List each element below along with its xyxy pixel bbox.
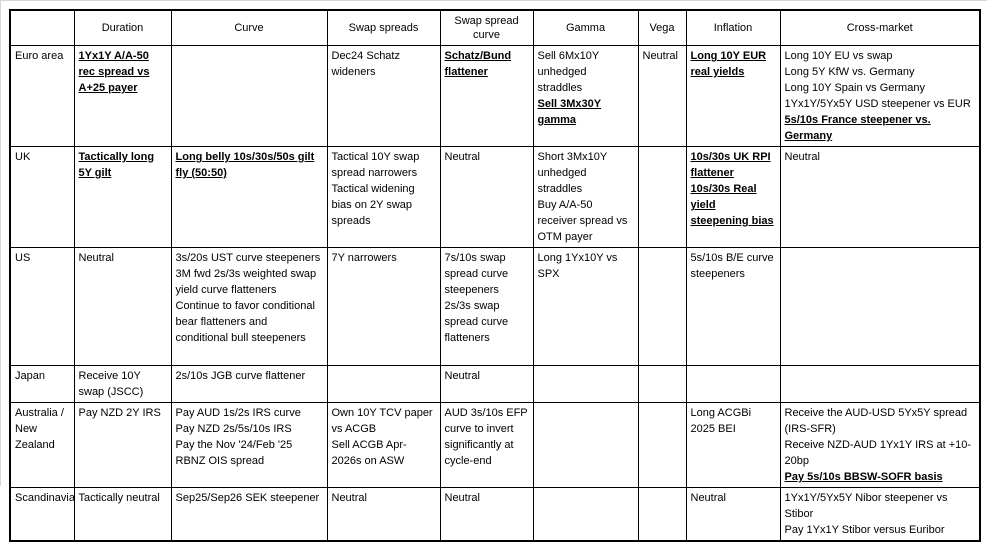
header-inflation: Inflation (686, 10, 780, 46)
cell-region: Euro area (10, 46, 74, 147)
cell-curve (171, 46, 327, 147)
cell-swap-spread-curve (440, 248, 533, 366)
cell-duration (74, 366, 171, 403)
header-curve: Curve (171, 10, 327, 46)
cell-curve (171, 488, 327, 542)
cell-line: Neutral (444, 151, 480, 163)
cell-line: 2s/10s JGB curve flattener (175, 370, 306, 382)
cell-vega (638, 147, 686, 248)
header-vega: Vega (638, 10, 686, 46)
cell-gamma (533, 147, 638, 248)
cell-line: Pay AUD 1s/2s IRS curve (175, 407, 301, 419)
cell-gamma (533, 366, 638, 403)
cell-line: 1Yx1Y A/A-50 rec spread vs A+25 payer (78, 50, 150, 94)
cell-line: Long 5Y KfW vs. Germany (784, 66, 915, 78)
cell-line: Pay 1Yx1Y Stibor versus Euribor (784, 524, 945, 536)
cell-line: Neutral (78, 252, 114, 264)
cell-line: 7Y narrowers (331, 252, 397, 264)
cell-line: Tactically long 5Y gilt (78, 151, 155, 179)
table-row (10, 488, 980, 542)
cell-curve (171, 248, 327, 366)
cell-line: Sell 3Mx30Y gamma (537, 98, 602, 126)
cell-duration (74, 46, 171, 147)
table-row (10, 366, 980, 403)
cell-curve (171, 403, 327, 488)
cell-vega (638, 248, 686, 366)
cell-line: 3s/20s UST curve steepeners (175, 252, 321, 264)
cell-line: Tactical 10Y swap spread narrowers (331, 151, 420, 179)
cell-line: 1Yx1Y/5Yx5Y Nibor steepener vs Stibor (784, 492, 948, 520)
cell-swap-spread-curve (440, 46, 533, 147)
cell-line: Dec24 Schatz wideners (331, 50, 400, 78)
cell-line: Pay the Nov '24/Feb '25 RBNZ OIS spread (175, 439, 293, 467)
header-cross-market: Cross-market (780, 10, 980, 46)
cell-swap-spread-curve (440, 403, 533, 488)
cell-swap-spreads (327, 366, 440, 403)
cell-line: 10s/30s UK RPI flattener (690, 151, 771, 179)
cell-swap-spreads (327, 147, 440, 248)
cell-line: 7s/10s swap spread curve steepeners (444, 252, 509, 296)
cell-line: Schatz/Bund flattener (444, 50, 512, 78)
cell-line: Sep25/Sep26 SEK steepener (175, 492, 320, 504)
cell-line: Long 10Y EU vs swap (784, 50, 893, 62)
cell-inflation (686, 46, 780, 147)
cell-line: Neutral (690, 492, 726, 504)
cell-line: 5s/10s B/E curve steepeners (690, 252, 774, 280)
cell-region: US (10, 248, 74, 366)
cell-cross-market (780, 46, 980, 147)
cell-line: 10s/30s Real yield steepening bias (690, 183, 774, 227)
cell-line: Tactical widening bias on 2Y swap spreads (331, 183, 415, 227)
header-row (10, 10, 980, 46)
header-swap-spreads: Swap spreads (327, 10, 440, 46)
cell-swap-spread-curve (440, 147, 533, 248)
header-region (10, 10, 74, 46)
cell-line: Sell ACGB Apr-2026s on ASW (331, 439, 407, 467)
cell-line: Continue to favor conditional bear flatteners and conditional bull steepeners (175, 300, 315, 344)
cell-line: Neutral (444, 370, 480, 382)
cell-duration (74, 248, 171, 366)
cell-line: 5s/10s France steepener vs. Germany (784, 114, 931, 142)
cell-line: Neutral (642, 50, 678, 62)
table-row (10, 403, 980, 488)
cell-cross-market (780, 488, 980, 542)
cell-duration (74, 403, 171, 488)
cell-inflation (686, 366, 780, 403)
cell-cross-market (780, 403, 980, 488)
cell-gamma (533, 403, 638, 488)
header-duration: Duration (74, 10, 171, 46)
cell-swap-spreads (327, 488, 440, 542)
cell-curve (171, 366, 327, 403)
table-row (10, 147, 980, 248)
cell-line: 3M fwd 2s/3s weighted swap yield curve flatteners (175, 268, 317, 296)
cell-swap-spread-curve (440, 488, 533, 542)
cell-region: Australia / New Zealand (10, 403, 74, 488)
cell-line: Short 3Mx10Y unhedged straddles (537, 151, 608, 195)
cell-vega (638, 366, 686, 403)
cell-gamma (533, 46, 638, 147)
header-gamma: Gamma (533, 10, 638, 46)
strategy-table (9, 9, 981, 542)
cell-swap-spreads (327, 248, 440, 366)
cell-vega (638, 46, 686, 147)
cell-line: Long 1Yx10Y vs SPX (537, 252, 618, 280)
cell-inflation (686, 403, 780, 488)
cell-line: Long belly 10s/30s/50s gilt fly (50:50) (175, 151, 315, 179)
cell-swap-spreads (327, 403, 440, 488)
table-row (10, 46, 980, 147)
cell-cross-market (780, 366, 980, 403)
cell-line: Sell 6Mx10Y unhedged straddles (537, 50, 600, 94)
cell-line: Tactically neutral (78, 492, 160, 504)
cell-inflation (686, 248, 780, 366)
table-row (10, 248, 980, 366)
cell-line: Pay 5s/10s BBSW-SOFR basis (784, 471, 943, 483)
table-body (10, 46, 980, 542)
cell-line: AUD 3s/10s EFP curve to invert significantly at cycle-end (444, 407, 528, 467)
cell-cross-market (780, 248, 980, 366)
cell-cross-market (780, 147, 980, 248)
cell-inflation (686, 147, 780, 248)
cell-line: Neutral (784, 151, 820, 163)
cell-region: UK (10, 147, 74, 248)
cell-line: Receive the AUD-USD 5Yx5Y spread (IRS-SFR) (784, 407, 968, 435)
cell-duration (74, 147, 171, 248)
header-swap-spread-curve: Swap spread curve (440, 10, 533, 46)
cell-swap-spread-curve (440, 366, 533, 403)
cell-line: Long 10Y Spain vs Germany (784, 82, 925, 94)
cell-line: Long ACGBi 2025 BEI (690, 407, 752, 435)
cell-gamma (533, 248, 638, 366)
cell-gamma (533, 488, 638, 542)
cell-vega (638, 403, 686, 488)
cell-line: Receive 10Y swap (JSCC) (78, 370, 144, 398)
cell-line: 2s/3s swap spread curve flatteners (444, 300, 509, 344)
cell-region: Japan (10, 366, 74, 403)
cell-vega (638, 488, 686, 542)
cell-line: Receive NZD-AUD 1Yx1Y IRS at +10-20bp (784, 439, 972, 467)
cell-line: Neutral (444, 492, 480, 504)
cell-region: Scandinavia (10, 488, 74, 542)
cell-line: Pay NZD 2Y IRS (78, 407, 161, 419)
cell-line: 1Yx1Y/5Yx5Y USD steepener vs EUR (784, 98, 971, 110)
cell-line: Pay NZD 2s/5s/10s IRS (175, 423, 292, 435)
cell-line: Own 10Y TCV paper vs ACGB (331, 407, 433, 435)
cell-duration (74, 488, 171, 542)
cell-inflation (686, 488, 780, 542)
cell-line: Buy A/A-50 receiver spread vs OTM payer (537, 199, 628, 243)
cell-line: Neutral (331, 492, 367, 504)
cell-swap-spreads (327, 46, 440, 147)
cell-line: Long 10Y EUR real yields (690, 50, 767, 78)
cell-curve (171, 147, 327, 248)
